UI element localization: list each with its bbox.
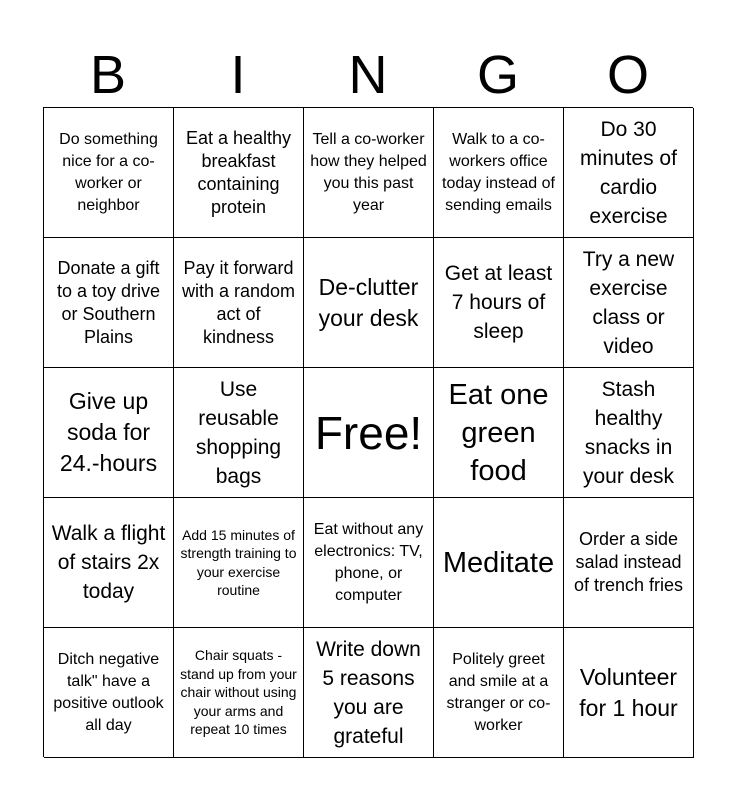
bingo-cell[interactable] <box>434 368 564 498</box>
cell-text: Donate a gift to a toy drive or Southern Plains <box>56 257 161 347</box>
bingo-cell[interactable] <box>44 498 174 628</box>
bingo-cell[interactable] <box>564 368 694 498</box>
bingo-cell[interactable] <box>44 238 174 368</box>
bingo-header <box>43 44 693 106</box>
bingo-cell[interactable] <box>174 628 304 758</box>
bingo-cell[interactable] <box>304 628 434 758</box>
bingo-cell[interactable] <box>44 368 174 498</box>
cell-text: Eat one green food <box>448 378 549 487</box>
cell-text: Chair squats - stand up from your chair without using your arms and repeat 10 times <box>180 647 297 738</box>
bingo-cell[interactable] <box>304 498 434 628</box>
bingo-cell[interactable] <box>564 498 694 628</box>
cell-text: De-clutter your desk <box>318 273 419 331</box>
cell-text: Volunteer for 1 hour <box>579 663 678 721</box>
bingo-cell[interactable] <box>564 628 694 758</box>
cell-text: Get at least 7 hours of sleep <box>444 262 553 343</box>
free-space-text: Free! <box>314 406 423 459</box>
cell-text: Pay it forward with a random act of kindness <box>181 257 296 347</box>
cell-text: Eat a healthy breakfast containing protein <box>185 127 292 217</box>
cell-text: Use reusable shopping bags <box>195 377 282 488</box>
header-letter-o: O <box>606 45 649 105</box>
bingo-cell[interactable] <box>44 628 174 758</box>
cell-text: Order a side salad instead of trench fries <box>573 529 684 595</box>
header-letter-i: I <box>230 45 246 105</box>
bingo-cell[interactable] <box>174 108 304 238</box>
cell-text: Give up soda for 24.-hours <box>59 388 158 476</box>
cell-text: Walk to a co-workers office today instead of sending emails <box>442 130 555 214</box>
cell-text: Meditate <box>442 546 555 579</box>
cell-text: Eat without any electronics: TV, phone, or computer <box>313 520 424 604</box>
bingo-cell[interactable] <box>174 368 304 498</box>
bingo-grid <box>43 107 693 757</box>
header-letter-b: B <box>89 45 127 105</box>
bingo-cell[interactable] <box>434 108 564 238</box>
bingo-cell[interactable] <box>44 108 174 238</box>
bingo-cell[interactable] <box>434 628 564 758</box>
bingo-cell[interactable] <box>304 238 434 368</box>
free-space[interactable] <box>304 368 434 498</box>
cell-text: Ditch negative talk" have a positive outlook all day <box>53 650 164 734</box>
cell-text: Walk a flight of stairs 2x today <box>51 522 166 603</box>
header-letter-g: G <box>476 45 519 105</box>
bingo-cell[interactable] <box>434 498 564 628</box>
bingo-cell[interactable] <box>304 108 434 238</box>
header-letter-n: N <box>348 45 388 105</box>
cell-text: Do 30 minutes of cardio exercise <box>580 117 677 228</box>
cell-text: Stash healthy snacks in your desk <box>582 377 675 488</box>
bingo-cell[interactable] <box>564 108 694 238</box>
cell-text: Do something nice for a co-worker or neighbor <box>59 130 158 214</box>
cell-text: Try a new exercise class or video <box>582 247 675 358</box>
bingo-cell[interactable] <box>564 238 694 368</box>
bingo-cell[interactable] <box>174 498 304 628</box>
bingo-cell[interactable] <box>434 238 564 368</box>
cell-text: Politely greet and smile at a stranger or co-worker <box>446 650 551 734</box>
cell-text: Add 15 minutes of strength training to your exercise routine <box>180 526 297 598</box>
bingo-cell[interactable] <box>174 238 304 368</box>
cell-text: Write down 5 reasons you are grateful <box>316 637 421 748</box>
cell-text: Tell a co-worker how they helped you this past year <box>310 130 427 214</box>
